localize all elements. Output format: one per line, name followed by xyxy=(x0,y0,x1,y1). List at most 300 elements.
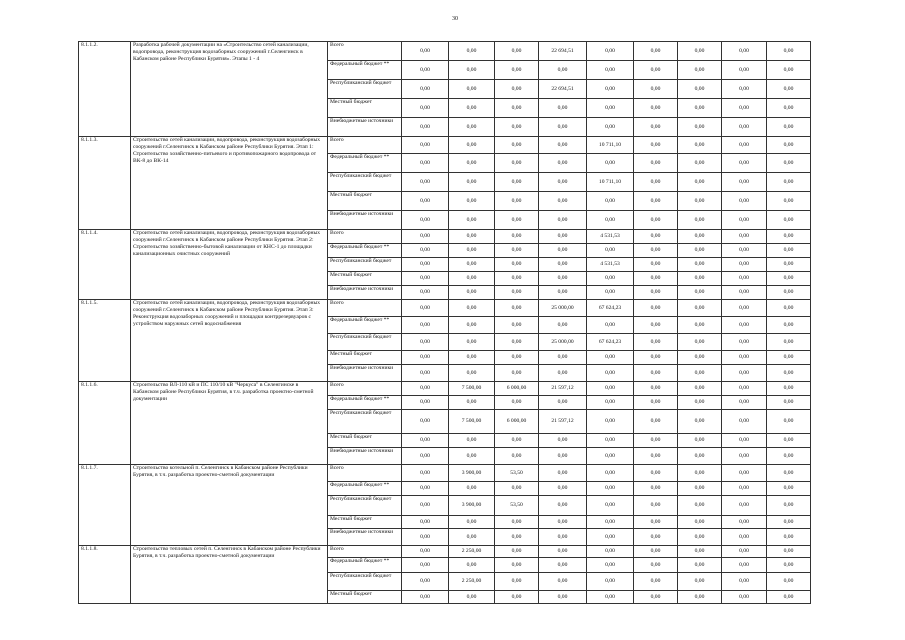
item-code: 8.1.1.2. xyxy=(79,42,131,137)
amount-cell: 0,00 xyxy=(634,192,678,211)
amount-cell: 0,00 xyxy=(402,317,449,334)
funding-source: Федеральный бюджет ** xyxy=(328,61,402,80)
amount-cell: 0,00 xyxy=(634,496,678,516)
amount-cell: 0,00 xyxy=(678,558,722,573)
amount-cell: 0,00 xyxy=(587,154,634,173)
amount-cell: 0,00 xyxy=(678,334,722,351)
amount-cell: 0,00 xyxy=(587,286,634,300)
funding-source: Внебюджетные источники xyxy=(328,529,402,546)
amount-cell: 0,00 xyxy=(722,410,767,434)
amount-cell: 0,00 xyxy=(722,211,767,230)
table-row xyxy=(79,382,811,396)
table-row xyxy=(79,42,811,61)
amount-cell: 0,00 xyxy=(402,546,449,558)
amount-cell: 0,00 xyxy=(402,396,449,410)
amount-cell: 0,00 xyxy=(678,173,722,192)
amount-cell: 0,00 xyxy=(678,192,722,211)
amount-cell: 0,00 xyxy=(495,434,539,448)
amount-cell: 7 500,00 xyxy=(449,382,495,396)
amount-cell: 0,00 xyxy=(402,211,449,230)
amount-cell: 0,00 xyxy=(495,118,539,137)
amount-cell: 0,00 xyxy=(402,61,449,80)
amount-cell: 0,00 xyxy=(722,230,767,244)
amount-cell: 0,00 xyxy=(767,448,811,465)
funding-source: Местный бюджет xyxy=(328,192,402,211)
amount-cell: 0,00 xyxy=(539,558,587,573)
amount-cell: 0,00 xyxy=(402,173,449,192)
amount-cell: 6 000,00 xyxy=(495,382,539,396)
amount-cell: 0,00 xyxy=(634,99,678,118)
item-code: 8.1.1.5. xyxy=(79,300,131,382)
amount-cell: 0,00 xyxy=(587,573,634,591)
amount-cell: 0,00 xyxy=(678,154,722,173)
amount-cell: 0,00 xyxy=(587,192,634,211)
amount-cell: 67 624,23 xyxy=(587,300,634,317)
amount-cell: 10 711,10 xyxy=(587,137,634,154)
amount-cell: 0,00 xyxy=(402,365,449,382)
amount-cell: 0,00 xyxy=(767,334,811,351)
funding-source: Местный бюджет xyxy=(328,99,402,118)
amount-cell: 0,00 xyxy=(449,272,495,286)
amount-cell: 0,00 xyxy=(634,173,678,192)
amount-cell: 0,00 xyxy=(495,365,539,382)
amount-cell: 0,00 xyxy=(449,434,495,448)
amount-cell: 0,00 xyxy=(767,573,811,591)
amount-cell: 0,00 xyxy=(722,448,767,465)
amount-cell: 0,00 xyxy=(722,334,767,351)
amount-cell: 10 711,10 xyxy=(587,173,634,192)
amount-cell: 0,00 xyxy=(539,529,587,546)
funding-source: Внебюджетные источники xyxy=(328,365,402,382)
amount-cell: 0,00 xyxy=(767,410,811,434)
amount-cell: 0,00 xyxy=(587,546,634,558)
table-row xyxy=(79,465,811,482)
amount-cell: 0,00 xyxy=(449,154,495,173)
item-code: 8.1.1.3. xyxy=(79,137,131,230)
amount-cell: 0,00 xyxy=(402,42,449,61)
amount-cell: 2 250,00 xyxy=(449,573,495,591)
amount-cell: 0,00 xyxy=(495,286,539,300)
amount-cell: 0,00 xyxy=(767,118,811,137)
amount-cell: 0,00 xyxy=(495,258,539,272)
amount-cell: 0,00 xyxy=(767,42,811,61)
amount-cell: 0,00 xyxy=(495,558,539,573)
funding-source: Республиканский бюджет xyxy=(328,496,402,516)
funding-source: Местный бюджет xyxy=(328,272,402,286)
amount-cell: 0,00 xyxy=(722,154,767,173)
amount-cell: 0,00 xyxy=(767,99,811,118)
amount-cell: 0,00 xyxy=(402,573,449,591)
amount-cell: 0,00 xyxy=(449,448,495,465)
amount-cell: 0,00 xyxy=(634,244,678,258)
amount-cell: 0,00 xyxy=(634,258,678,272)
funding-source: Республиканский бюджет xyxy=(328,258,402,272)
amount-cell: 0,00 xyxy=(722,546,767,558)
amount-cell: 0,00 xyxy=(402,591,449,604)
amount-cell: 0,00 xyxy=(767,244,811,258)
amount-cell: 0,00 xyxy=(539,99,587,118)
amount-cell: 0,00 xyxy=(539,496,587,516)
amount-cell: 6 000,00 xyxy=(495,410,539,434)
amount-cell: 0,00 xyxy=(539,482,587,496)
amount-cell: 0,00 xyxy=(722,300,767,317)
amount-cell: 0,00 xyxy=(587,558,634,573)
item-description: Строительство сетей канализации, водопровода, реконструкция водозаборных сооружений г.Селенгинск в Кабанском районе Республики Бурятия. Этап 2: Строительство хозяйственно-бытовой канализации от КНС-1 до площадки канализационных очистных сооружений xyxy=(131,230,328,300)
amount-cell: 0,00 xyxy=(678,496,722,516)
amount-cell: 0,00 xyxy=(678,365,722,382)
amount-cell: 0,00 xyxy=(587,211,634,230)
amount-cell: 0,00 xyxy=(587,482,634,496)
amount-cell: 0,00 xyxy=(767,317,811,334)
amount-cell: 0,00 xyxy=(495,80,539,99)
amount-cell: 0,00 xyxy=(495,272,539,286)
amount-cell: 0,00 xyxy=(402,230,449,244)
funding-source: Республиканский бюджет xyxy=(328,573,402,591)
amount-cell: 0,00 xyxy=(449,211,495,230)
amount-cell: 0,00 xyxy=(402,258,449,272)
amount-cell: 0,00 xyxy=(402,410,449,434)
amount-cell: 0,00 xyxy=(634,42,678,61)
amount-cell: 0,00 xyxy=(449,244,495,258)
amount-cell: 0,00 xyxy=(722,272,767,286)
amount-cell: 7 500,00 xyxy=(449,410,495,434)
table-body xyxy=(79,42,811,604)
amount-cell: 0,00 xyxy=(495,546,539,558)
amount-cell: 0,00 xyxy=(678,482,722,496)
amount-cell: 0,00 xyxy=(634,300,678,317)
amount-cell: 0,00 xyxy=(767,258,811,272)
amount-cell: 0,00 xyxy=(587,272,634,286)
amount-cell: 0,00 xyxy=(402,434,449,448)
amount-cell: 4 531,53 xyxy=(587,230,634,244)
funding-source: Республиканский бюджет xyxy=(328,173,402,192)
table-row xyxy=(79,300,811,317)
amount-cell: 4 531,53 xyxy=(587,258,634,272)
funding-source: Всего xyxy=(328,300,402,317)
amount-cell: 0,00 xyxy=(449,118,495,137)
amount-cell: 0,00 xyxy=(402,334,449,351)
amount-cell: 0,00 xyxy=(767,516,811,529)
amount-cell: 0,00 xyxy=(634,382,678,396)
amount-cell: 0,00 xyxy=(539,61,587,80)
amount-cell: 22 694,51 xyxy=(539,42,587,61)
amount-cell: 0,00 xyxy=(634,137,678,154)
amount-cell: 0,00 xyxy=(767,482,811,496)
amount-cell: 0,00 xyxy=(587,244,634,258)
amount-cell: 0,00 xyxy=(402,351,449,365)
amount-cell: 0,00 xyxy=(767,351,811,365)
amount-cell: 0,00 xyxy=(634,410,678,434)
amount-cell: 0,00 xyxy=(767,61,811,80)
amount-cell: 0,00 xyxy=(449,351,495,365)
amount-cell: 0,00 xyxy=(587,80,634,99)
amount-cell: 0,00 xyxy=(495,448,539,465)
funding-source: Внебюджетные источники xyxy=(328,211,402,230)
amount-cell: 0,00 xyxy=(587,382,634,396)
amount-cell: 0,00 xyxy=(402,558,449,573)
amount-cell: 0,00 xyxy=(634,482,678,496)
amount-cell: 0,00 xyxy=(678,516,722,529)
amount-cell: 0,00 xyxy=(678,434,722,448)
amount-cell: 0,00 xyxy=(539,258,587,272)
amount-cell: 0,00 xyxy=(449,365,495,382)
amount-cell: 0,00 xyxy=(678,42,722,61)
amount-cell: 0,00 xyxy=(449,300,495,317)
amount-cell: 0,00 xyxy=(539,154,587,173)
amount-cell: 0,00 xyxy=(767,80,811,99)
amount-cell: 0,00 xyxy=(722,80,767,99)
amount-cell: 0,00 xyxy=(495,211,539,230)
amount-cell: 0,00 xyxy=(722,351,767,365)
amount-cell: 0,00 xyxy=(634,211,678,230)
amount-cell: 0,00 xyxy=(539,192,587,211)
amount-cell: 0,00 xyxy=(587,118,634,137)
amount-cell: 0,00 xyxy=(722,529,767,546)
amount-cell: 0,00 xyxy=(767,591,811,604)
funding-source: Федеральный бюджет ** xyxy=(328,396,402,410)
amount-cell: 0,00 xyxy=(678,410,722,434)
amount-cell: 0,00 xyxy=(767,173,811,192)
amount-cell: 0,00 xyxy=(587,591,634,604)
amount-cell: 0,00 xyxy=(449,42,495,61)
amount-cell: 0,00 xyxy=(767,286,811,300)
amount-cell: 0,00 xyxy=(402,118,449,137)
amount-cell: 0,00 xyxy=(722,61,767,80)
amount-cell: 0,00 xyxy=(767,434,811,448)
amount-cell: 53,50 xyxy=(495,496,539,516)
amount-cell: 0,00 xyxy=(495,482,539,496)
amount-cell: 0,00 xyxy=(449,137,495,154)
item-description: Строительство ВЛ-110 кВ и ПС 110/10 кВ "Черкуса" в Селенгинске в Кабанском районе Республики Бурятия, в т.ч. разработка проектно-сметной документации xyxy=(131,382,328,465)
amount-cell: 0,00 xyxy=(449,334,495,351)
amount-cell: 0,00 xyxy=(402,529,449,546)
funding-source: Федеральный бюджет ** xyxy=(328,244,402,258)
funding-source: Местный бюджет xyxy=(328,434,402,448)
amount-cell: 22 694,51 xyxy=(539,80,587,99)
amount-cell: 0,00 xyxy=(495,173,539,192)
funding-source: Всего xyxy=(328,382,402,396)
funding-source: Внебюджетные источники xyxy=(328,118,402,137)
amount-cell: 0,00 xyxy=(539,573,587,591)
amount-cell: 0,00 xyxy=(722,573,767,591)
amount-cell: 0,00 xyxy=(449,317,495,334)
amount-cell: 0,00 xyxy=(495,99,539,118)
item-code: 8.1.1.6. xyxy=(79,382,131,465)
amount-cell: 0,00 xyxy=(722,558,767,573)
funding-source: Федеральный бюджет ** xyxy=(328,558,402,573)
amount-cell: 67 624,23 xyxy=(587,334,634,351)
amount-cell: 0,00 xyxy=(449,591,495,604)
funding-source: Республиканский бюджет xyxy=(328,410,402,434)
amount-cell: 0,00 xyxy=(678,351,722,365)
amount-cell: 0,00 xyxy=(449,516,495,529)
amount-cell: 21 597,12 xyxy=(539,382,587,396)
amount-cell: 0,00 xyxy=(495,192,539,211)
amount-cell: 0,00 xyxy=(539,591,587,604)
amount-cell: 0,00 xyxy=(767,211,811,230)
item-code: 8.1.1.4. xyxy=(79,230,131,300)
amount-cell: 0,00 xyxy=(495,334,539,351)
amount-cell: 0,00 xyxy=(587,351,634,365)
amount-cell: 0,00 xyxy=(634,272,678,286)
amount-cell: 0,00 xyxy=(678,80,722,99)
amount-cell: 0,00 xyxy=(722,286,767,300)
funding-source: Всего xyxy=(328,230,402,244)
amount-cell: 0,00 xyxy=(449,258,495,272)
funding-source: Местный бюджет xyxy=(328,351,402,365)
budget-table xyxy=(78,41,811,604)
amount-cell: 0,00 xyxy=(767,300,811,317)
amount-cell: 0,00 xyxy=(495,230,539,244)
amount-cell: 0,00 xyxy=(495,244,539,258)
amount-cell: 0,00 xyxy=(634,465,678,482)
funding-source: Всего xyxy=(328,465,402,482)
amount-cell: 0,00 xyxy=(539,434,587,448)
amount-cell: 3 900,00 xyxy=(449,496,495,516)
amount-cell: 0,00 xyxy=(722,434,767,448)
amount-cell: 0,00 xyxy=(402,465,449,482)
amount-cell: 0,00 xyxy=(449,99,495,118)
item-description: Разработка рабочей документации на «Строительство сетей канализации, водопровода, реконструкция водозаборных сооружений г.Селенгинск в Кабанском районе Республики Бурятия». Этапы 1 - 4 xyxy=(131,42,328,137)
amount-cell: 0,00 xyxy=(678,529,722,546)
amount-cell: 0,00 xyxy=(634,351,678,365)
amount-cell: 0,00 xyxy=(634,334,678,351)
amount-cell: 0,00 xyxy=(767,558,811,573)
amount-cell: 0,00 xyxy=(767,396,811,410)
amount-cell: 0,00 xyxy=(539,286,587,300)
amount-cell: 0,00 xyxy=(634,154,678,173)
amount-cell: 0,00 xyxy=(767,465,811,482)
amount-cell: 0,00 xyxy=(495,516,539,529)
amount-cell: 0,00 xyxy=(402,154,449,173)
amount-cell: 0,00 xyxy=(495,42,539,61)
amount-cell: 0,00 xyxy=(634,365,678,382)
amount-cell: 0,00 xyxy=(767,230,811,244)
amount-cell: 0,00 xyxy=(767,382,811,396)
amount-cell: 0,00 xyxy=(634,448,678,465)
item-description: Строительство сетей канализации, водопровода, реконструкция водозаборных сооружений г.Селенгинск в Кабанском районе Республики Бурятия. Этап 3: Реконструкция водозаборных сооружений и площадки контррезервуаров с устройством наружных сетей водоснабжения xyxy=(131,300,328,382)
amount-cell: 0,00 xyxy=(539,244,587,258)
funding-source: Федеральный бюджет ** xyxy=(328,317,402,334)
amount-cell: 21 597,12 xyxy=(539,410,587,434)
amount-cell: 0,00 xyxy=(634,61,678,80)
amount-cell: 0,00 xyxy=(402,272,449,286)
amount-cell: 0,00 xyxy=(402,496,449,516)
amount-cell: 0,00 xyxy=(587,61,634,80)
amount-cell: 2 250,00 xyxy=(449,546,495,558)
amount-cell: 0,00 xyxy=(402,482,449,496)
funding-source: Федеральный бюджет ** xyxy=(328,482,402,496)
amount-cell: 0,00 xyxy=(634,230,678,244)
amount-cell: 0,00 xyxy=(722,258,767,272)
amount-cell: 0,00 xyxy=(587,465,634,482)
amount-cell: 0,00 xyxy=(678,272,722,286)
funding-source: Всего xyxy=(328,137,402,154)
amount-cell: 0,00 xyxy=(722,42,767,61)
amount-cell: 0,00 xyxy=(539,351,587,365)
amount-cell: 0,00 xyxy=(678,465,722,482)
amount-cell: 0,00 xyxy=(587,496,634,516)
amount-cell: 0,00 xyxy=(722,382,767,396)
amount-cell: 0,00 xyxy=(722,99,767,118)
amount-cell: 0,00 xyxy=(767,546,811,558)
amount-cell: 0,00 xyxy=(539,396,587,410)
amount-cell: 0,00 xyxy=(767,529,811,546)
page-number: 30 xyxy=(452,16,458,22)
amount-cell: 0,00 xyxy=(539,546,587,558)
amount-cell: 0,00 xyxy=(634,558,678,573)
amount-cell: 0,00 xyxy=(678,396,722,410)
amount-cell: 0,00 xyxy=(402,300,449,317)
amount-cell: 0,00 xyxy=(678,300,722,317)
amount-cell: 0,00 xyxy=(587,42,634,61)
amount-cell: 0,00 xyxy=(722,465,767,482)
amount-cell: 53,50 xyxy=(495,465,539,482)
amount-cell: 0,00 xyxy=(402,99,449,118)
amount-cell: 0,00 xyxy=(722,496,767,516)
amount-cell: 0,00 xyxy=(678,546,722,558)
amount-cell: 0,00 xyxy=(634,317,678,334)
amount-cell: 0,00 xyxy=(634,396,678,410)
amount-cell: 25 000,00 xyxy=(539,300,587,317)
funding-source: Федеральный бюджет ** xyxy=(328,154,402,173)
amount-cell: 0,00 xyxy=(449,529,495,546)
amount-cell: 0,00 xyxy=(449,482,495,496)
amount-cell: 0,00 xyxy=(678,137,722,154)
funding-source: Местный бюджет xyxy=(328,516,402,529)
amount-cell: 0,00 xyxy=(402,137,449,154)
amount-cell: 3 900,00 xyxy=(449,465,495,482)
amount-cell: 0,00 xyxy=(722,365,767,382)
item-description: Строительство котельной п. Селенгинск в Кабанском районе Республики Бурятия, в т.ч. разработка проектно-сметной документации xyxy=(131,465,328,546)
amount-cell: 0,00 xyxy=(587,529,634,546)
amount-cell: 0,00 xyxy=(495,61,539,80)
amount-cell: 0,00 xyxy=(495,529,539,546)
amount-cell: 0,00 xyxy=(767,137,811,154)
amount-cell: 0,00 xyxy=(678,591,722,604)
amount-cell: 0,00 xyxy=(402,244,449,258)
amount-cell: 0,00 xyxy=(495,396,539,410)
amount-cell: 0,00 xyxy=(722,244,767,258)
amount-cell: 0,00 xyxy=(539,173,587,192)
amount-cell: 0,00 xyxy=(449,558,495,573)
amount-cell: 0,00 xyxy=(402,382,449,396)
amount-cell: 0,00 xyxy=(402,80,449,99)
amount-cell: 0,00 xyxy=(402,448,449,465)
amount-cell: 0,00 xyxy=(402,192,449,211)
amount-cell: 0,00 xyxy=(539,211,587,230)
amount-cell: 0,00 xyxy=(495,317,539,334)
amount-cell: 0,00 xyxy=(678,99,722,118)
amount-cell: 0,00 xyxy=(587,317,634,334)
amount-cell: 0,00 xyxy=(539,118,587,137)
amount-cell: 0,00 xyxy=(402,516,449,529)
amount-cell: 0,00 xyxy=(722,118,767,137)
amount-cell: 0,00 xyxy=(678,118,722,137)
amount-cell: 0,00 xyxy=(402,286,449,300)
item-description: Строительство тепловых сетей п. Селенгинск в Кабанском районе Республики Бурятия, в т.ч. разработка проектно-сметной документации xyxy=(131,546,328,604)
amount-cell: 0,00 xyxy=(678,382,722,396)
amount-cell: 0,00 xyxy=(587,410,634,434)
amount-cell: 0,00 xyxy=(539,365,587,382)
amount-cell: 0,00 xyxy=(678,244,722,258)
amount-cell: 0,00 xyxy=(449,80,495,99)
amount-cell: 0,00 xyxy=(539,516,587,529)
amount-cell: 0,00 xyxy=(539,465,587,482)
item-description: Строительство сетей канализации, водопровода, реконструкция водозаборных сооружений г.Селенгинск в Кабанском районе Республики Бурятия. Этап 1: Строительство хозяйственно-питьевого и противопожарного водопровода от ВК-8 до ВК-14 xyxy=(131,137,328,230)
amount-cell: 0,00 xyxy=(449,61,495,80)
amount-cell: 0,00 xyxy=(587,434,634,448)
